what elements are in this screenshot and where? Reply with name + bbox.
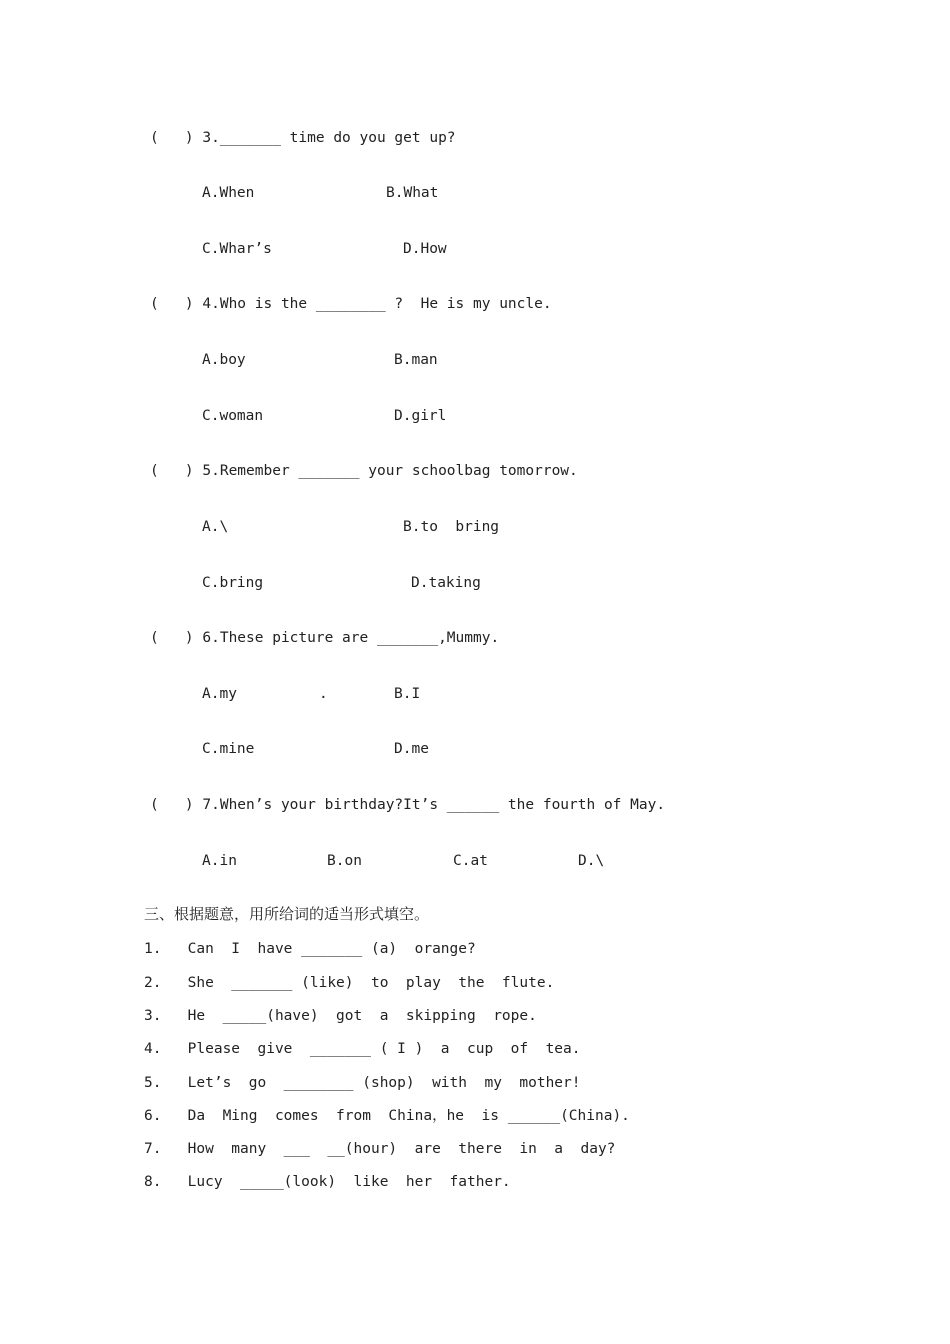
question-stem: ( ) 5.Remember _______ your schoolbag tomorrow. xyxy=(150,463,578,479)
fill-item: 1. Can I have _______ (a) orange? xyxy=(144,941,476,957)
option-d: D.taking xyxy=(411,575,481,591)
option-c: C.at xyxy=(453,853,488,869)
option-d: D.How xyxy=(403,241,447,257)
fill-item: 7. How many ___ __(hour) are there in a day? xyxy=(144,1141,616,1157)
option-c: C.bring xyxy=(202,575,264,591)
option-d: D.girl xyxy=(394,408,447,424)
option-b: B.on xyxy=(327,853,362,869)
question-stem: ( ) 7.When’s your birthday?It’s ______ the fourth of May. xyxy=(150,797,666,813)
option-c: C.Whar’s xyxy=(202,241,272,257)
fill-item: 5. Let’s go ________ (shop) with my mother! xyxy=(144,1075,581,1091)
stray-dot: . xyxy=(319,686,328,702)
option-a: A.in xyxy=(202,853,237,869)
section-heading: 三、根据题意，用所给词的适当形式填空。 xyxy=(144,905,430,923)
option-a: A.my xyxy=(202,686,237,702)
option-d: D.me xyxy=(394,741,429,757)
option-a: A.\ xyxy=(202,519,229,535)
option-c: C.woman xyxy=(202,408,264,424)
option-b: B.to bring xyxy=(403,519,500,535)
option-a: A.boy xyxy=(202,352,246,368)
fill-item: 6. Da Ming comes from China，he is ______(China). xyxy=(144,1108,630,1124)
fill-item: 4. Please give _______ ( I ) a cup of tea. xyxy=(144,1041,581,1057)
option-a: A.When xyxy=(202,185,255,201)
option-b: B.What xyxy=(386,185,439,201)
option-b: B.I xyxy=(394,686,421,702)
option-b: B.man xyxy=(394,352,438,368)
fill-item: 2. She _______ (like) to play the flute. xyxy=(144,975,555,991)
fill-item: 8. Lucy _____(look) like her father. xyxy=(144,1174,511,1190)
option-d: D.\ xyxy=(578,853,605,869)
question-stem: ( ) 6.These picture are _______,Mummy. xyxy=(150,630,500,646)
question-stem: ( ) 4.Who is the ________ ? He is my uncle. xyxy=(150,296,552,312)
fill-item: 3. He _____(have) got a skipping rope. xyxy=(144,1008,537,1024)
question-stem: ( ) 3._______ time do you get up? xyxy=(150,130,456,146)
option-c: C.mine xyxy=(202,741,255,757)
